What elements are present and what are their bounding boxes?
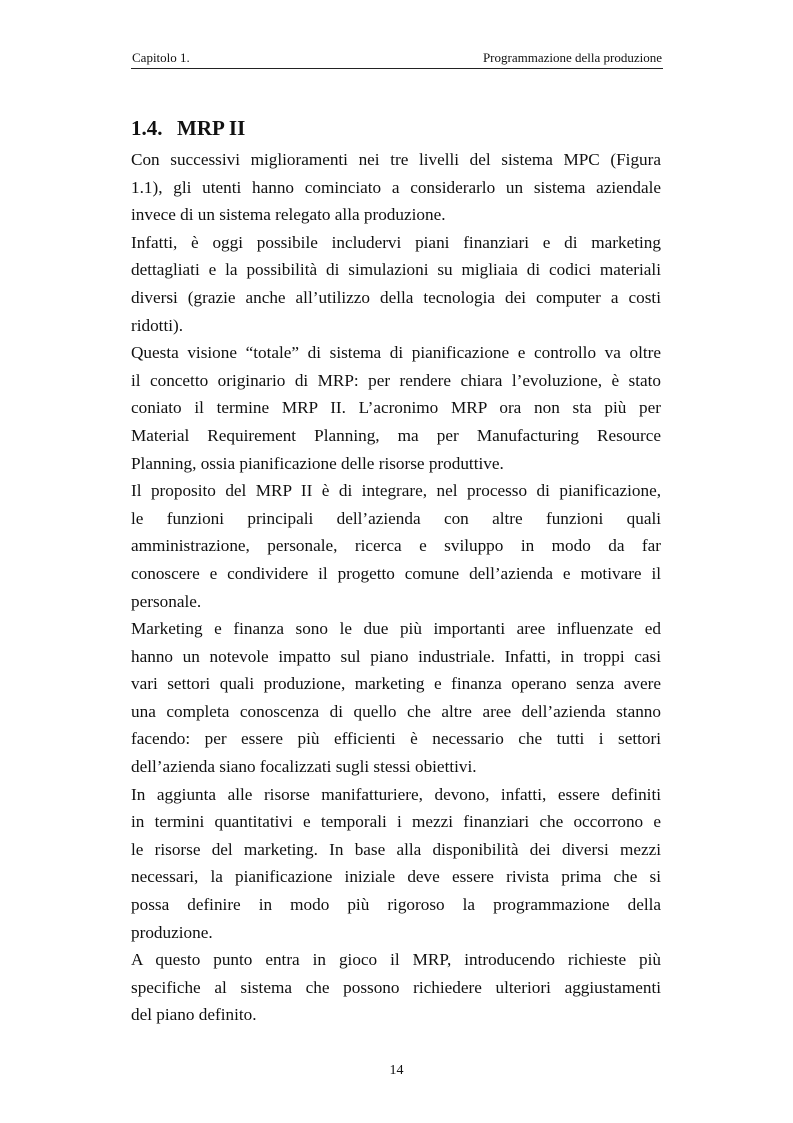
text-line: invece di un sistema relegato alla produzione. xyxy=(131,205,446,225)
text-line: del piano definito. xyxy=(131,1005,257,1025)
text-line: Material Requirement Planning, ma per Manufacturing Resource xyxy=(131,425,661,445)
text-line: dell’azienda siano focalizzati sugli stessi obiettivi. xyxy=(131,757,477,777)
text-line: vari settori quali produzione, marketing e finanza operano senza avere xyxy=(131,674,661,694)
text-line: conoscere e condividere il progetto comune dell’azienda e motivare il xyxy=(131,563,661,583)
text-line: Marketing e finanza sono le due più importanti aree influenzate ed xyxy=(131,619,661,639)
text-line: necessari, la pianificazione iniziale deve essere rivista prima che si xyxy=(131,867,661,887)
section-number: 1.4. xyxy=(131,116,163,140)
paragraph xyxy=(131,946,661,1029)
running-header xyxy=(131,48,663,69)
text-line: Il proposito del MRP II è di integrare, nel processo di pianificazione, xyxy=(131,481,661,501)
text-line: le funzioni principali dell’azienda con altre funzioni quali xyxy=(131,508,661,528)
text-line: coniato il termine MRP II. L’acronimo MRP ora non sta più per xyxy=(131,398,661,418)
text-line: 1.1), gli utenti hanno cominciato a considerarlo un sistema aziendale xyxy=(131,177,661,197)
text-line: Infatti, è oggi possibile includervi piani finanziari e di marketing xyxy=(131,232,661,252)
page-number: 14 xyxy=(389,1063,404,1078)
header-chapter: Capitolo 1. xyxy=(132,50,190,65)
section-heading xyxy=(131,114,245,142)
text-line: hanno un notevole impatto sul piano industriale. Infatti, in troppi casi xyxy=(131,646,661,666)
text-line: dettagliati e la possibilità di simulazioni su migliaia di codici materiali xyxy=(131,260,661,280)
body-text xyxy=(131,146,661,1029)
paragraph xyxy=(131,615,661,781)
paragraph xyxy=(131,339,661,477)
text-line: diversi (grazie anche all’utilizzo della tecnologia dei computer a costi xyxy=(131,287,661,307)
text-line: una completa conoscenza di quello che altre aree dell’azienda stanno xyxy=(131,701,661,721)
text-line: produzione. xyxy=(131,922,213,942)
text-line: in termini quantitativi e temporali i mezzi finanziari che occorrono e xyxy=(131,812,661,832)
text-line: specifiche al sistema che possono richiedere ulteriori aggiustamenti xyxy=(131,977,661,997)
paragraph xyxy=(131,781,661,947)
paragraph xyxy=(131,229,661,339)
paragraph xyxy=(131,477,661,615)
text-line: Questa visione “totale” di sistema di pianificazione e controllo va oltre xyxy=(131,343,661,363)
text-line: facendo: per essere più efficienti è necessario che tutti i settori xyxy=(131,729,661,749)
text-line: personale. xyxy=(131,591,202,611)
text-line: amministrazione, personale, ricerca e sviluppo in modo da far xyxy=(131,536,661,556)
header-section-title: Programmazione della produzione xyxy=(482,50,662,65)
text-line: il concetto originario di MRP: per rendere chiara l’evoluzione, è stato xyxy=(131,370,661,390)
text-line: ridotti). xyxy=(131,315,184,335)
text-line: Con successivi miglioramenti nei tre livelli del sistema MPC (Figura xyxy=(131,150,661,169)
text-line: A questo punto entra in gioco il MRP, introducendo richieste più xyxy=(131,950,661,970)
text-line: possa definire in modo più rigoroso la programmazione della xyxy=(131,895,661,915)
section-title: MRP II xyxy=(177,116,246,140)
text-line: In aggiunta alle risorse manifatturiere, devono, infatti, essere definiti xyxy=(131,784,661,804)
text-line: Planning, ossia pianificazione delle risorse produttive. xyxy=(131,453,504,473)
paragraph xyxy=(131,146,661,229)
text-line: le risorse del marketing. In base alla disponibilità dei diversi mezzi xyxy=(131,839,661,859)
